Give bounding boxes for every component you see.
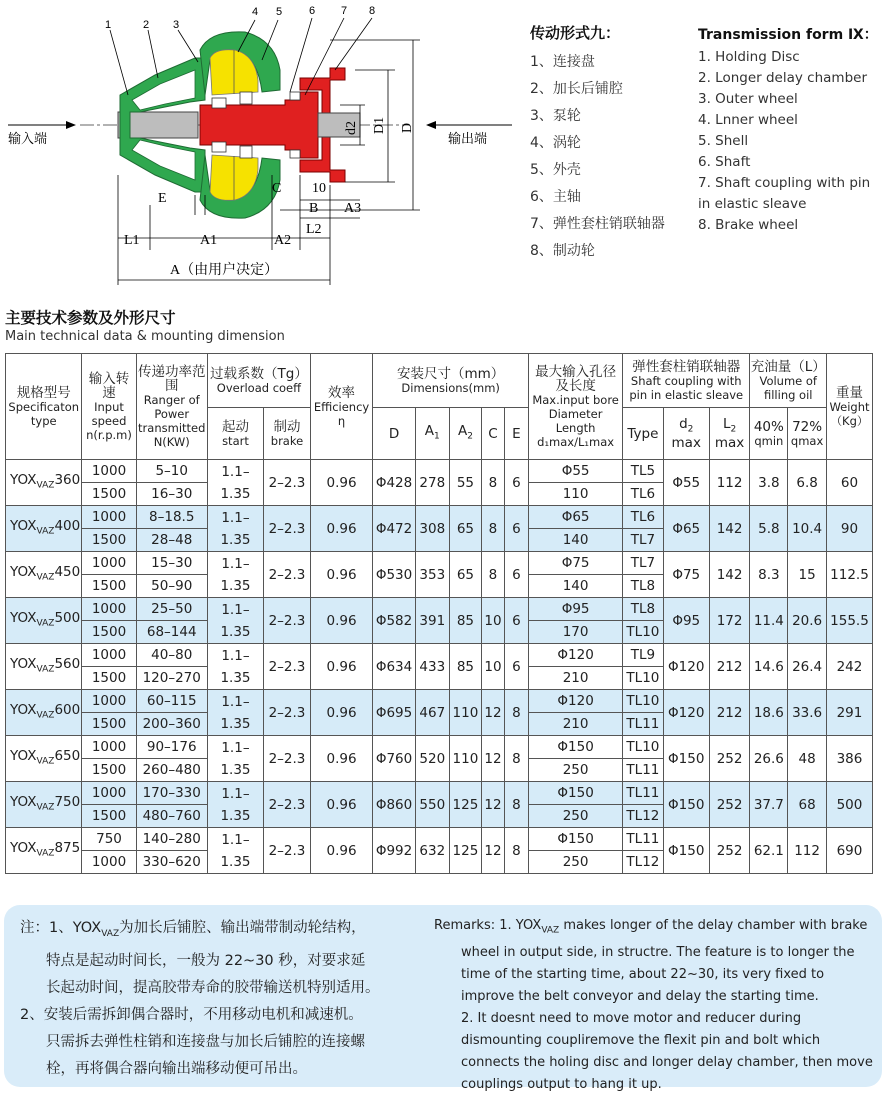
- legend-en-item: 7. Shaft coupling with pin in elastic sleave: [698, 175, 871, 212]
- start-coeff-cell: 1.1–1.35: [207, 736, 263, 782]
- header-weight: 重量 Weight（Kg）: [826, 354, 872, 460]
- L2-cell: 142: [709, 506, 750, 552]
- speed-cell: 1500: [82, 805, 136, 828]
- dim-D-cell: Φ992: [373, 828, 416, 874]
- speed-cell: 750: [82, 828, 136, 851]
- coupling-type-cell: TL10: [623, 736, 664, 759]
- power-cell: 50–90: [136, 575, 207, 598]
- start-coeff-cell: 1.1–1.35: [207, 644, 263, 690]
- dim-C-cell: 12: [482, 690, 504, 736]
- dim-A1-cell: 391: [415, 598, 449, 644]
- dim-A: A（由用户决定）: [170, 263, 279, 278]
- power-cell: 25–50: [136, 598, 207, 621]
- dim-C-cell: 12: [482, 736, 504, 782]
- header-q72: 72% qmax: [788, 408, 827, 460]
- power-cell: 28–48: [136, 529, 207, 552]
- dim-L1: L1: [124, 233, 140, 248]
- bore-cell: Φ55: [529, 460, 623, 483]
- bore-cell: 140: [529, 529, 623, 552]
- speed-cell: 1500: [82, 575, 136, 598]
- bore-cell: 140: [529, 575, 623, 598]
- oil-min-cell: 37.7: [750, 782, 788, 828]
- weight-cell: 90: [826, 506, 872, 552]
- power-cell: 200–360: [136, 713, 207, 736]
- table-row: [6, 552, 873, 575]
- dim-E-cell: 6: [504, 552, 529, 598]
- legend-cn-item: 7、弹性套柱销联轴器: [530, 216, 665, 232]
- coupling-type-cell: TL10: [623, 667, 664, 690]
- dim-A2: A2: [274, 233, 292, 248]
- legend-en-item: 3. Outer wheel: [698, 91, 798, 107]
- dim-C-cell: 10: [482, 598, 504, 644]
- dim-D-cell: Φ634: [373, 644, 416, 690]
- bore-cell: Φ120: [529, 644, 623, 667]
- dim-E-cell: 8: [504, 736, 529, 782]
- speed-cell: 1500: [82, 483, 136, 506]
- legend-en-item: 5. Shell: [698, 133, 749, 149]
- dim-A2-cell: 85: [449, 598, 482, 644]
- start-coeff-cell: 1.1–1.35: [207, 552, 263, 598]
- legend-en-item: 6. Shaft: [698, 154, 751, 170]
- speed-cell: 1500: [82, 759, 136, 782]
- brake-coeff-cell: 2–2.3: [264, 690, 311, 736]
- dim-A2-cell: 85: [449, 644, 482, 690]
- start-coeff-cell: 1.1–1.35: [207, 690, 263, 736]
- dim-C-cell: 10: [482, 644, 504, 690]
- coupling-type-cell: TL11: [623, 713, 664, 736]
- header-brake: 制动 brake: [264, 408, 311, 460]
- legend-cn-title: 传动形式九：: [530, 24, 621, 42]
- bore-cell: Φ120: [529, 690, 623, 713]
- bore-cell: 250: [529, 759, 623, 782]
- header-speed: 输入转速 Input speed n(r.p.m): [82, 354, 136, 460]
- model-cell: $YOX_{VAZ}875$: [6, 828, 82, 874]
- L2-cell: 112: [709, 460, 750, 506]
- oil-max-cell: 10.4: [788, 506, 827, 552]
- dim-A1: A1: [200, 233, 218, 248]
- speed-cell: 1000: [82, 736, 136, 759]
- power-cell: 60–115: [136, 690, 207, 713]
- coupling-type-cell: TL7: [623, 529, 664, 552]
- oil-min-cell: 26.6: [750, 736, 788, 782]
- dim-A3: A3: [344, 201, 362, 216]
- dim-E-cell: 6: [504, 598, 529, 644]
- header-power: 传递功率范围 Ranger of Power transmitted N(KW): [136, 354, 207, 460]
- dim-C-cell: 8: [482, 460, 504, 506]
- header-q40: 40% qmin: [750, 408, 788, 460]
- legend-chinese: [530, 22, 690, 265]
- power-cell: 5–10: [136, 460, 207, 483]
- model-cell: $YOX_{VAZ}400$: [6, 506, 82, 552]
- coupling-type-cell: TL10: [623, 621, 664, 644]
- power-cell: 8–18.5: [136, 506, 207, 529]
- legend-cn-item: 8、制动轮: [530, 243, 595, 259]
- brake-coeff-cell: 2–2.3: [264, 598, 311, 644]
- legend-en-title: Transmission form Ⅸ：: [698, 27, 878, 43]
- dim-C-cell: 12: [482, 828, 504, 874]
- dim-D-cell: Φ860: [373, 782, 416, 828]
- L2-cell: 172: [709, 598, 750, 644]
- callout-5: 5: [276, 6, 283, 18]
- table-row: [6, 782, 873, 805]
- bore-cell: 210: [529, 713, 623, 736]
- header-start: 起动 start: [207, 408, 263, 460]
- dim-E-cell: 6: [504, 460, 529, 506]
- legend-cn-item: 2、加长后铺腔: [530, 81, 623, 97]
- weight-cell: 500: [826, 782, 872, 828]
- weight-cell: 242: [826, 644, 872, 690]
- coupling-type-cell: TL6: [623, 506, 664, 529]
- speed-cell: 1000: [82, 690, 136, 713]
- bore-cell: 250: [529, 851, 623, 874]
- efficiency-cell: 0.96: [310, 644, 372, 690]
- table-row: [6, 736, 873, 759]
- L2-cell: 212: [709, 644, 750, 690]
- dim-C-cell: 12: [482, 782, 504, 828]
- bore-cell: 110: [529, 483, 623, 506]
- header-overload: 过载系数（Tg） Overload coeff: [207, 354, 310, 408]
- brake-coeff-cell: 2–2.3: [264, 736, 311, 782]
- header-efficiency: 效率 Efficiency η: [310, 354, 372, 460]
- dim-E-cell: 6: [504, 506, 529, 552]
- start-coeff-cell: 1.1–1.35: [207, 828, 263, 874]
- table-row: [6, 598, 873, 621]
- coupling-type-cell: TL11: [623, 759, 664, 782]
- legend-en-item: 4. Lnner wheel: [698, 112, 798, 128]
- weight-cell: 386: [826, 736, 872, 782]
- remarks-box: [4, 905, 882, 1092]
- weight-cell: 155.5: [826, 598, 872, 644]
- dim-10: 10: [312, 181, 326, 196]
- oil-min-cell: 5.8: [750, 506, 788, 552]
- header-bore: 最大输入孔径及长度 Max.input bore Diameter Length d₁max/L₁max: [529, 354, 623, 460]
- dim-D-cell: Φ760: [373, 736, 416, 782]
- brake-coeff-cell: 2–2.3: [264, 644, 311, 690]
- dim-E-cell: 6: [504, 644, 529, 690]
- d2-cell: Φ55: [663, 460, 709, 506]
- power-cell: 260–480: [136, 759, 207, 782]
- dim-E-cell: 8: [504, 690, 529, 736]
- start-coeff-cell: 1.1–1.35: [207, 460, 263, 506]
- power-cell: 170–330: [136, 782, 207, 805]
- L2-cell: 252: [709, 736, 750, 782]
- coupling-cross-section: [0, 0, 520, 290]
- legend-en-item: 1. Holding Disc: [698, 49, 800, 65]
- d2-cell: Φ150: [663, 782, 709, 828]
- legend-cn-item: 3、泵轮: [530, 108, 581, 124]
- bore-cell: 210: [529, 667, 623, 690]
- section-subtitle: Main technical data & mounting dimension: [5, 329, 285, 344]
- speed-cell: 1500: [82, 529, 136, 552]
- model-cell: $YOX_{VAZ}600$: [6, 690, 82, 736]
- power-cell: 68–144: [136, 621, 207, 644]
- section-title: 主要技术参数及外形尺寸: [5, 309, 176, 327]
- header-A2: $A_2$: [449, 408, 482, 460]
- brake-coeff-cell: 2–2.3: [264, 552, 311, 598]
- dim-A1-cell: 433: [415, 644, 449, 690]
- efficiency-cell: 0.96: [310, 598, 372, 644]
- power-cell: 330–620: [136, 851, 207, 874]
- dim-L2: L2: [306, 222, 322, 237]
- spec-table: [5, 353, 873, 874]
- speed-cell: 1000: [82, 506, 136, 529]
- output-end-label: 输出端: [448, 132, 488, 147]
- speed-cell: 1000: [82, 552, 136, 575]
- callout-6: 6: [309, 5, 316, 17]
- input-end-label: 输入端: [8, 132, 48, 147]
- header-L2: $L_2$ max: [709, 408, 750, 460]
- d2-cell: Φ120: [663, 690, 709, 736]
- table-row: [6, 690, 873, 713]
- efficiency-cell: 0.96: [310, 460, 372, 506]
- oil-min-cell: 8.3: [750, 552, 788, 598]
- d2-cell: Φ150: [663, 828, 709, 874]
- power-cell: 480–760: [136, 805, 207, 828]
- L2-cell: 252: [709, 782, 750, 828]
- weight-cell: 60: [826, 460, 872, 506]
- efficiency-cell: 0.96: [310, 506, 372, 552]
- start-coeff-cell: 1.1–1.35: [207, 506, 263, 552]
- callout-8: 8: [369, 5, 376, 17]
- coupling-type-cell: TL8: [623, 598, 664, 621]
- dim-A2-cell: 110: [449, 736, 482, 782]
- dim-A2-cell: 125: [449, 828, 482, 874]
- oil-max-cell: 20.6: [788, 598, 827, 644]
- coupling-type-cell: TL5: [623, 460, 664, 483]
- dim-A2-cell: 55: [449, 460, 482, 506]
- dim-A2-cell: 125: [449, 782, 482, 828]
- callout-7: 7: [341, 5, 348, 17]
- header-D: D: [373, 408, 416, 460]
- power-cell: 90–176: [136, 736, 207, 759]
- d2-cell: Φ150: [663, 736, 709, 782]
- header-dimensions: 安装尺寸（mm） Dimensions(mm): [373, 354, 529, 408]
- header-C: C: [482, 408, 504, 460]
- dim-E: E: [158, 191, 167, 206]
- dim-C-cell: 8: [482, 506, 504, 552]
- dim-A2-cell: 110: [449, 690, 482, 736]
- dim-A1-cell: 353: [415, 552, 449, 598]
- table-row: [6, 828, 873, 851]
- efficiency-cell: 0.96: [310, 552, 372, 598]
- start-coeff-cell: 1.1–1.35: [207, 782, 263, 828]
- dim-d2: d2: [344, 121, 359, 135]
- L2-cell: 142: [709, 552, 750, 598]
- dim-A1-cell: 632: [415, 828, 449, 874]
- oil-max-cell: 6.8: [788, 460, 827, 506]
- callout-4: 4: [252, 6, 259, 18]
- start-coeff-cell: 1.1–1.35: [207, 598, 263, 644]
- dim-D-cell: Φ472: [373, 506, 416, 552]
- model-cell: $YOX_{VAZ}360$: [6, 460, 82, 506]
- oil-min-cell: 18.6: [750, 690, 788, 736]
- header-model: 规格型号 Specificaton type: [6, 354, 82, 460]
- oil-min-cell: 11.4: [750, 598, 788, 644]
- dim-A2-cell: 65: [449, 552, 482, 598]
- legend-en-item: 2. Longer delay chamber: [698, 70, 867, 86]
- remarks-chinese: 注：1、$YOX_{VAZ}$为加长后铺腔、输出端带制动轮结构， 特点是起动时间长，一般为 22~30 秒，对要求延 长起动时间，提高胶带寿命的胶带输送机特别适用。 2、安装后需拆卸偶合器时，不用移动电机和减速机。 只需拆去弹性柱销和连接盘与加长后铺腔的连接螺 栓，再将偶合器向输出端移动便可吊出。: [20, 920, 380, 1077]
- callout-3: 3: [173, 19, 180, 31]
- bore-cell: Φ75: [529, 552, 623, 575]
- legend-english: [698, 24, 886, 236]
- callout-2: 2: [143, 19, 150, 31]
- table-row: [6, 460, 873, 483]
- bore-cell: Φ150: [529, 782, 623, 805]
- L2-cell: 252: [709, 828, 750, 874]
- efficiency-cell: 0.96: [310, 736, 372, 782]
- model-cell: $YOX_{VAZ}450$: [6, 552, 82, 598]
- power-cell: 120–270: [136, 667, 207, 690]
- dim-C: C: [272, 181, 282, 196]
- oil-max-cell: 26.4: [788, 644, 827, 690]
- oil-max-cell: 48: [788, 736, 827, 782]
- dim-A1-cell: 467: [415, 690, 449, 736]
- brake-coeff-cell: 2–2.3: [264, 506, 311, 552]
- coupling-type-cell: TL7: [623, 552, 664, 575]
- coupling-type-cell: TL11: [623, 782, 664, 805]
- header-oil: 充油量（L） Volume of filling oil: [750, 354, 827, 408]
- speed-cell: 1500: [82, 621, 136, 644]
- model-cell: $YOX_{VAZ}650$: [6, 736, 82, 782]
- speed-cell: 1000: [82, 644, 136, 667]
- table-row: [6, 506, 873, 529]
- d2-cell: Φ95: [663, 598, 709, 644]
- dim-E-cell: 8: [504, 828, 529, 874]
- header-d2: $d_2$ max: [663, 408, 709, 460]
- brake-coeff-cell: 2–2.3: [264, 828, 311, 874]
- speed-cell: 1000: [82, 598, 136, 621]
- remarks-english: Remarks: 1. $YOX_{VAZ}$ makes longer of the delay chamber with brake wheel in output side, in structre. The feature is to longer the time of the starting time, about 22~30, its very fixed to improve the belt conveyor and delay the starting time. 2. It doesnt need to move motor and reducer during dismounting couplіremove the flexit pin and bolt which connects the holing disc and longer delay chamber, then move couplings output to hang it up.: [434, 918, 873, 1092]
- d2-cell: Φ65: [663, 506, 709, 552]
- legend-cn-item: 1、连接盘: [530, 54, 595, 70]
- dim-A2-cell: 65: [449, 506, 482, 552]
- dim-A1-cell: 278: [415, 460, 449, 506]
- dim-D-cell: Φ428: [373, 460, 416, 506]
- bore-cell: 250: [529, 805, 623, 828]
- coupling-type-cell: TL12: [623, 851, 664, 874]
- callout-1: 1: [105, 19, 112, 31]
- coupling-type-cell: TL6: [623, 483, 664, 506]
- weight-cell: 291: [826, 690, 872, 736]
- power-cell: 40–80: [136, 644, 207, 667]
- header-E: E: [504, 408, 529, 460]
- header-coupling: 弹性套柱销联轴器 Shaft coupling with pin in elastic sleave: [623, 354, 750, 408]
- coupling-type-cell: TL11: [623, 828, 664, 851]
- dim-B: B: [309, 201, 319, 216]
- speed-cell: 1500: [82, 667, 136, 690]
- bore-cell: Φ150: [529, 736, 623, 759]
- coupling-drawing: [0, 0, 520, 290]
- L2-cell: 212: [709, 690, 750, 736]
- dim-A1-cell: 550: [415, 782, 449, 828]
- header-type: Type: [623, 408, 664, 460]
- d2-cell: Φ75: [663, 552, 709, 598]
- legend-cn-item: 5、外壳: [530, 162, 581, 178]
- bore-cell: 170: [529, 621, 623, 644]
- dim-C-cell: 8: [482, 552, 504, 598]
- bore-cell: Φ95: [529, 598, 623, 621]
- oil-min-cell: 62.1: [750, 828, 788, 874]
- oil-max-cell: 33.6: [788, 690, 827, 736]
- dim-D1: D1: [372, 116, 387, 134]
- brake-coeff-cell: 2–2.3: [264, 460, 311, 506]
- weight-cell: 112.5: [826, 552, 872, 598]
- speed-cell: 1000: [82, 782, 136, 805]
- legend-cn-item: 4、涡轮: [530, 135, 581, 151]
- legend-cn-item: 6、主轴: [530, 189, 581, 205]
- power-cell: 15–30: [136, 552, 207, 575]
- dim-D-cell: Φ695: [373, 690, 416, 736]
- dim-D: D: [400, 122, 415, 133]
- power-cell: 16–30: [136, 483, 207, 506]
- coupling-type-cell: TL8: [623, 575, 664, 598]
- efficiency-cell: 0.96: [310, 690, 372, 736]
- oil-min-cell: 14.6: [750, 644, 788, 690]
- oil-max-cell: 112: [788, 828, 827, 874]
- dim-D-cell: Φ582: [373, 598, 416, 644]
- dim-A1-cell: 520: [415, 736, 449, 782]
- legend-en-item: 8. Brake wheel: [698, 217, 799, 233]
- coupling-type-cell: TL9: [623, 644, 664, 667]
- coupling-type-cell: TL12: [623, 805, 664, 828]
- speed-cell: 1500: [82, 713, 136, 736]
- model-cell: $YOX_{VAZ}560$: [6, 644, 82, 690]
- model-cell: $YOX_{VAZ}500$: [6, 598, 82, 644]
- power-cell: 140–280: [136, 828, 207, 851]
- dim-E-cell: 8: [504, 782, 529, 828]
- speed-cell: 1000: [82, 851, 136, 874]
- oil-max-cell: 15: [788, 552, 827, 598]
- header-A1: $A_1$: [415, 408, 449, 460]
- table-row: [6, 644, 873, 667]
- bore-cell: Φ65: [529, 506, 623, 529]
- model-cell: $YOX_{VAZ}750$: [6, 782, 82, 828]
- dim-A1-cell: 308: [415, 506, 449, 552]
- bore-cell: Φ150: [529, 828, 623, 851]
- dim-D-cell: Φ530: [373, 552, 416, 598]
- brake-coeff-cell: 2–2.3: [264, 782, 311, 828]
- efficiency-cell: 0.96: [310, 828, 372, 874]
- efficiency-cell: 0.96: [310, 782, 372, 828]
- speed-cell: 1000: [82, 460, 136, 483]
- coupling-type-cell: TL10: [623, 690, 664, 713]
- oil-min-cell: 3.8: [750, 460, 788, 506]
- weight-cell: 690: [826, 828, 872, 874]
- oil-max-cell: 68: [788, 782, 827, 828]
- d2-cell: Φ120: [663, 644, 709, 690]
